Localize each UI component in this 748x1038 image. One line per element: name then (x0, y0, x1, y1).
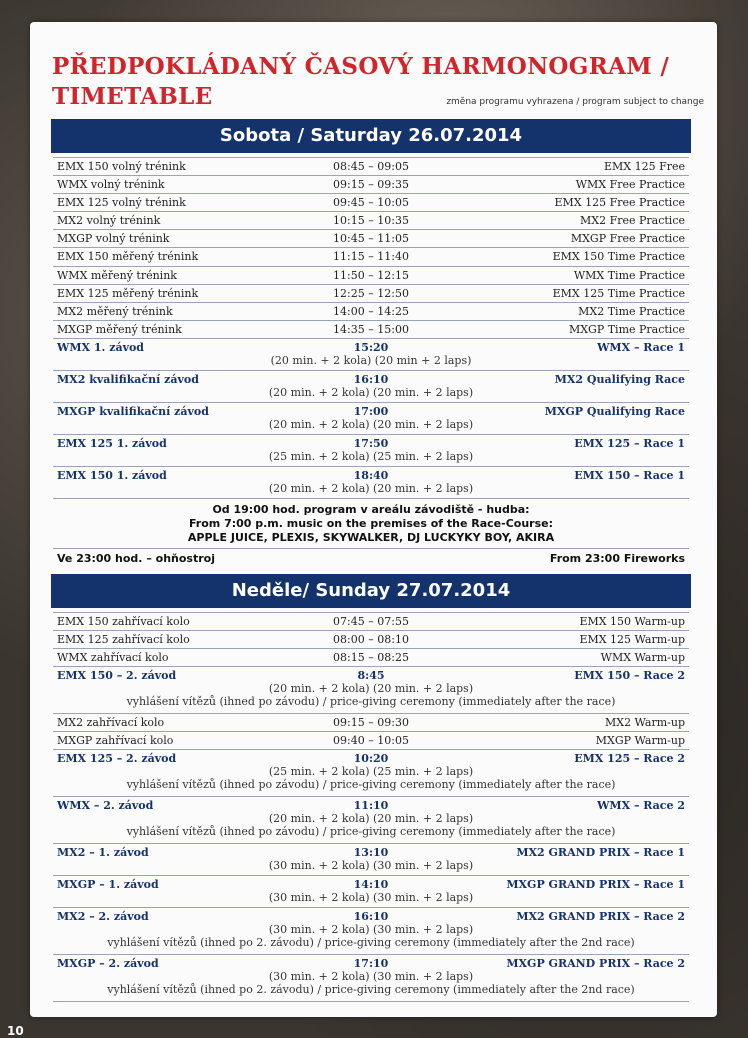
race-name-cz: WMX 1. závod (57, 340, 145, 354)
schedule-row (53, 158, 689, 176)
evening-program (53, 499, 689, 549)
race-name-en: MXGP Qualifying Race (544, 404, 685, 418)
ceremony-note: vyhlášení vítězů (ihned po 2. závodu) / price-giving ceremony (immediately after the 2nd race) (107, 983, 635, 997)
session-name-cz: MX2 měřený trénink (57, 304, 173, 318)
session-name-en: MXGP Time Practice (568, 322, 685, 336)
race-name-en: WMX – Race 2 (597, 799, 685, 813)
sunday-header: Neděle/ Sunday 27.07.2014 (51, 574, 691, 608)
schedule-row (53, 194, 689, 212)
session-name-cz: MX2 zahřívací kolo (57, 716, 165, 730)
race-time: 15:20 (353, 340, 389, 354)
schedule-row (53, 631, 689, 649)
fireworks-cz: Ve 23:00 hod. – ohňostroj (57, 551, 215, 565)
race-name-en: EMX 150 – Race 2 (574, 669, 685, 683)
session-name-cz: MXGP měřený trénink (57, 322, 182, 336)
session-name-en: WMX Time Practice (573, 268, 685, 282)
race-name-en: MXGP GRAND PRIX – Race 1 (506, 878, 685, 892)
race-duration: (20 min. + 2 kola) (20 min. + 2 laps) (268, 812, 474, 826)
session-name-en: WMX Warm-up (600, 651, 685, 665)
session-time: 12:25 – 12:50 (333, 286, 409, 300)
schedule-row (53, 248, 689, 266)
session-name-cz: EMX 125 volný trénink (57, 196, 186, 210)
session-name-cz: MX2 volný trénink (57, 214, 161, 228)
evening-line: Od 19:00 hod. program v areálu závodiště - hudba: (212, 502, 530, 516)
session-name-cz: EMX 125 měřený trénink (57, 286, 199, 300)
race-name-cz: MXGP – 2. závod (57, 957, 159, 971)
session-name-en: MX2 Time Practice (578, 304, 685, 318)
race-name-en: WMX – Race 1 (597, 340, 685, 354)
race-row (53, 876, 689, 908)
race-duration: (20 min. + 2 kola) (20 min. + 2 laps) (268, 481, 474, 495)
race-time: 17:50 (353, 436, 389, 450)
race-duration: (20 min. + 2 kola) (20 min + 2 laps) (270, 353, 472, 367)
schedule-row (53, 303, 689, 321)
race-name-en: EMX 150 – Race 1 (574, 468, 685, 482)
session-name-en: EMX 125 Warm-up (579, 633, 685, 647)
race-time: 16:10 (353, 372, 389, 386)
schedule-row (53, 176, 689, 194)
session-time: 14:00 – 14:25 (333, 304, 409, 318)
race-duration: (30 min. + 2 kola) (30 min. + 2 laps) (268, 970, 474, 984)
session-name-cz: WMX volný trénink (57, 178, 165, 192)
race-row (53, 844, 689, 876)
session-time: 09:45 – 10:05 (333, 196, 409, 210)
race-time: 17:10 (353, 957, 389, 971)
race-name-cz: MXGP – 1. závod (57, 878, 159, 892)
race-row (53, 797, 689, 844)
evening-line: From 7:00 p.m. music on the premises of the Race-Course: (188, 516, 553, 530)
race-name-cz: MX2 – 2. závod (57, 910, 149, 924)
ceremony-note: vyhlášení vítězů (ihned po závodu) / price-giving ceremony (immediately after the race) (126, 825, 616, 839)
session-name-cz: EMX 150 měřený trénink (57, 250, 199, 264)
race-name-cz: MX2 – 1. závod (57, 846, 149, 860)
race-name-en: EMX 125 – Race 1 (574, 436, 685, 450)
ceremony-note: vyhlášení vítězů (ihned po 2. závodu) / price-giving ceremony (immediately after the 2nd race) (107, 936, 635, 950)
race-time: 16:10 (353, 910, 389, 924)
session-name-en: EMX 125 Time Practice (552, 286, 685, 300)
race-duration: (20 min. + 2 kola) (20 min. + 2 laps) (268, 682, 474, 696)
schedule-row (53, 267, 689, 285)
race-duration: (25 min. + 2 kola) (25 min. + 2 laps) (268, 449, 474, 463)
race-row (53, 371, 689, 403)
schedule-row (53, 649, 689, 667)
session-name-cz: EMX 125 zahřívací kolo (57, 633, 190, 647)
session-time: 09:40 – 10:05 (333, 734, 409, 748)
session-name-en: MXGP Free Practice (570, 232, 685, 246)
session-name-en: MX2 Free Practice (580, 214, 685, 228)
race-name-en: EMX 125 – Race 2 (574, 752, 685, 766)
saturday-header: Sobota / Saturday 26.07.2014 (51, 119, 691, 153)
session-time: 07:45 – 07:55 (333, 615, 409, 628)
race-row (53, 750, 689, 797)
race-row (53, 435, 689, 467)
schedule-row (53, 613, 689, 631)
ceremony-note: vyhlášení vítězů (ihned po závodu) / price-giving ceremony (immediately after the race) (126, 695, 616, 709)
ceremony-note: vyhlášení vítězů (ihned po závodu) / price-giving ceremony (immediately after the race) (126, 778, 616, 792)
race-time: 8:45 (357, 669, 385, 683)
session-name-cz: EMX 150 volný trénink (57, 160, 186, 173)
schedule-row (53, 732, 689, 750)
session-time: 08:00 – 08:10 (333, 633, 409, 647)
race-duration: (20 min. + 2 kola) (20 min. + 2 laps) (268, 385, 474, 399)
sunday-schedule (53, 613, 689, 1002)
subject-to-change-note: změna programu vyhrazena / program subject to change (446, 97, 704, 107)
session-name-cz: EMX 150 zahřívací kolo (57, 615, 190, 628)
race-name-en: MX2 GRAND PRIX – Race 1 (516, 846, 685, 860)
fireworks-en: From 23:00 Fireworks (549, 551, 685, 565)
race-name-cz: EMX 125 – 2. závod (57, 752, 177, 766)
page-number: 10 (7, 1024, 24, 1038)
race-row (53, 467, 689, 499)
race-time: 10:20 (353, 752, 389, 766)
schedule-row (53, 230, 689, 248)
session-name-cz: WMX zahřívací kolo (57, 651, 169, 665)
schedule-row (53, 212, 689, 230)
race-name-cz: EMX 125 1. závod (57, 436, 167, 450)
race-name-cz: EMX 150 1. závod (57, 468, 167, 482)
race-row (53, 403, 689, 435)
race-time: 14:10 (353, 878, 389, 892)
session-time: 10:45 – 11:05 (333, 232, 409, 246)
race-duration: (25 min. + 2 kola) (25 min. + 2 laps) (268, 765, 474, 779)
schedule-row (53, 714, 689, 732)
session-time: 11:15 – 11:40 (333, 250, 409, 264)
session-time: 09:15 – 09:35 (333, 178, 409, 192)
session-name-en: EMX 125 Free Practice (554, 196, 685, 210)
page-title: PŘEDPOKLÁDANÝ ČASOVÝ HARMONOGRAM / TIMETABLE (52, 53, 670, 110)
race-duration: (30 min. + 2 kola) (30 min. + 2 laps) (268, 859, 474, 873)
race-name-cz: EMX 150 – 2. závod (57, 669, 177, 683)
evening-line: APPLE JUICE, PLEXIS, SKYWALKER, DJ LUCKYKY BOY, AKIRA (187, 530, 555, 544)
race-time: 17:00 (353, 404, 389, 418)
schedule-row (53, 321, 689, 339)
race-time: 11:10 (353, 799, 389, 813)
fireworks-row (53, 549, 689, 567)
race-row (53, 908, 689, 955)
race-row (53, 955, 689, 1002)
session-name-cz: MXGP zahřívací kolo (57, 734, 174, 748)
race-name-cz: MXGP kvalifikační závod (57, 404, 209, 418)
saturday-schedule (53, 158, 689, 567)
session-time: 14:35 – 15:00 (333, 322, 409, 336)
race-name-cz: WMX – 2. závod (57, 799, 154, 813)
session-time: 09:15 – 09:30 (333, 716, 409, 730)
race-duration: (30 min. + 2 kola) (30 min. + 2 laps) (268, 923, 474, 937)
session-time: 08:45 – 09:05 (333, 160, 409, 173)
schedule-row (53, 285, 689, 303)
race-duration: (20 min. + 2 kola) (20 min. + 2 laps) (268, 417, 474, 431)
race-row (53, 339, 689, 371)
race-time: 18:40 (353, 468, 389, 482)
race-time: 13:10 (353, 846, 389, 860)
race-name-en: MXGP GRAND PRIX – Race 2 (506, 957, 685, 971)
session-time: 08:15 – 08:25 (333, 651, 409, 665)
session-name-en: EMX 150 Time Practice (552, 250, 685, 264)
session-name-en: MXGP Warm-up (595, 734, 685, 748)
race-name-en: MX2 GRAND PRIX – Race 2 (516, 910, 685, 924)
race-row (53, 667, 689, 714)
race-duration: (30 min. + 2 kola) (30 min. + 2 laps) (268, 891, 474, 905)
session-time: 10:15 – 10:35 (333, 214, 409, 228)
race-name-cz: MX2 kvalifikační závod (57, 372, 199, 386)
session-name-en: WMX Free Practice (575, 178, 685, 192)
session-name-en: MX2 Warm-up (604, 716, 685, 730)
session-time: 11:50 – 12:15 (333, 268, 409, 282)
session-name-en: EMX 150 Warm-up (579, 615, 685, 628)
session-name-en: EMX 125 Free (603, 160, 685, 173)
session-name-cz: MXGP volný trénink (57, 232, 170, 246)
race-name-en: MX2 Qualifying Race (554, 372, 685, 386)
session-name-cz: WMX měřený trénink (57, 268, 177, 282)
